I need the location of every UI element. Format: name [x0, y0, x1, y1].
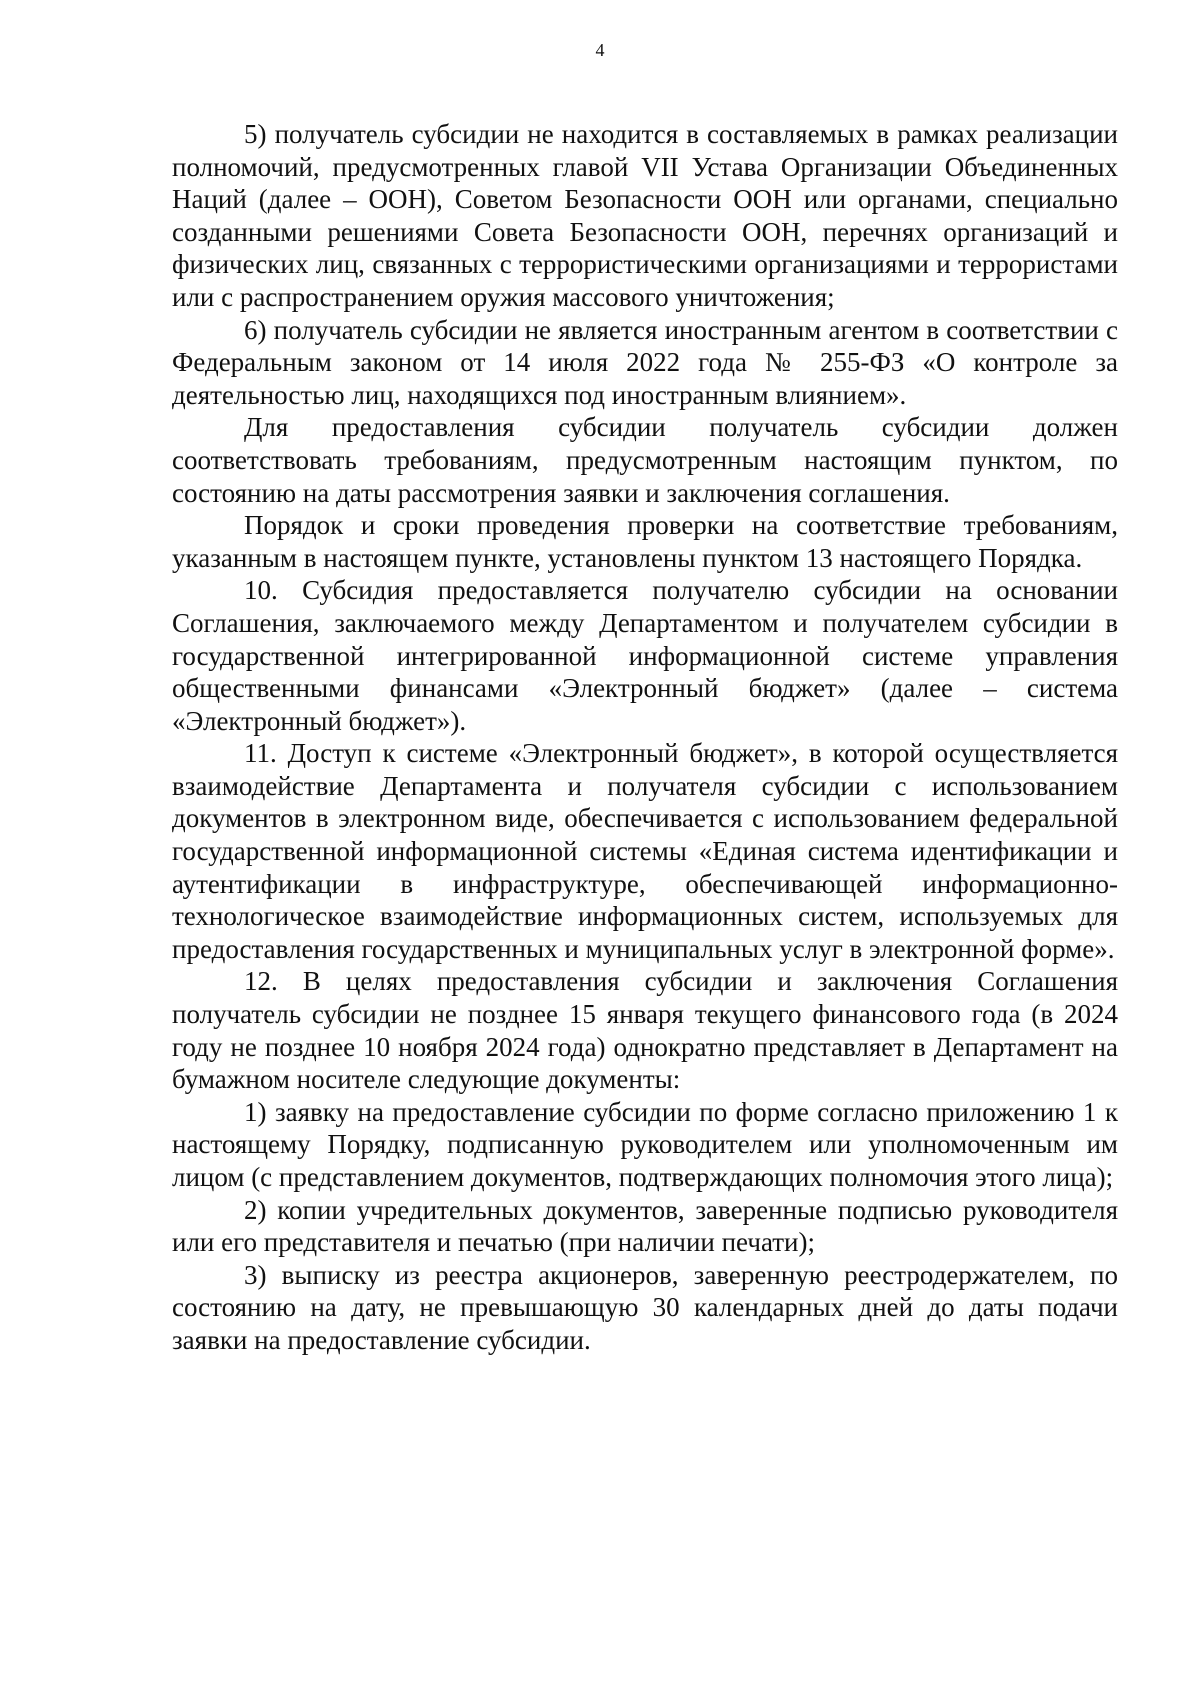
paragraph-verification-procedure: Порядок и сроки проведения проверки на соответствие требованиям, указанным в настоящем пункте, установлены пунктом 13 настоящего Порядка. — [172, 510, 1118, 573]
paragraph-item-5: 5) получатель субсидии не находится в составляемых в рамках реализации полномочий, предусмотренных главой VII Устава Организации Объединенных Наций (далее – ООН), Советом Безопасности ООН или органами, специально созданными решениями Совета Безопасности ООН, перечнях организаций и физических лиц, связанных с террористическими организациями и террористами или с распространением оружия массового уничтожения; — [172, 119, 1118, 312]
paragraph-clause-12: 12. В целях предоставления субсидии и заключения Соглашения получатель субсидии не позднее 15 января текущего финансового года (в 2024 году не позднее 10 ноября 2024 года) однократно представляет в Департамент на бумажном носителе следующие документы: — [172, 966, 1118, 1095]
document-body — [172, 118, 1118, 1357]
paragraph-document-1: 1) заявку на предоставление субсидии по форме согласно приложению 1 к настоящему Порядку, подписанную руководителем или уполномоченным им лицом (с представлением документов, подтверждающих полномочия этого лица); — [172, 1096, 1118, 1192]
paragraph-clause-11: 11. Доступ к системе «Электронный бюджет», в которой осуществляется взаимодействие Департамента и получателя субсидии с использованием документов в электронном виде, обеспечивается с использованием федеральной государственной информационной системы «Единая система идентификации и аутентификации в инфраструктуре, обеспечивающей информационно-технологическое взаимодействие информационных систем, используемых для предоставления государственных и муниципальных услуг в электронной форме». — [172, 738, 1118, 964]
paragraph-requirements-compliance: Для предоставления субсидии получатель субсидии должен соответствовать требованиям, предусмотренным настоящим пунктом, по состоянию на даты рассмотрения заявки и заключения соглашения. — [172, 412, 1118, 508]
page-number: 4 — [595, 40, 605, 60]
paragraph-item-6: 6) получатель субсидии не является иностранным агентом в соответствии с Федеральным законом от 14 июля 2022 года № 255-ФЗ «О контроле за деятельностью лиц, находящихся под иностранным влиянием». — [172, 314, 1118, 410]
paragraph-document-3: 3) выписку из реестра акционеров, заверенную реестродержателем, по состоянию на дату, не превышающую 30 календарных дней до даты подачи заявки на предоставление субсидии. — [172, 1259, 1118, 1355]
paragraph-document-2: 2) копии учредительных документов, заверенные подписью руководителя или его представителя и печатью (при наличии печати); — [172, 1194, 1118, 1258]
paragraph-clause-10: 10. Субсидия предоставляется получателю субсидии на основании Соглашения, заключаемого между Департаментом и получателем субсидии в государственной интегрированной информационной системе управления общественными финансами «Электронный бюджет» (далее – система «Электронный бюджет»). — [172, 575, 1118, 736]
